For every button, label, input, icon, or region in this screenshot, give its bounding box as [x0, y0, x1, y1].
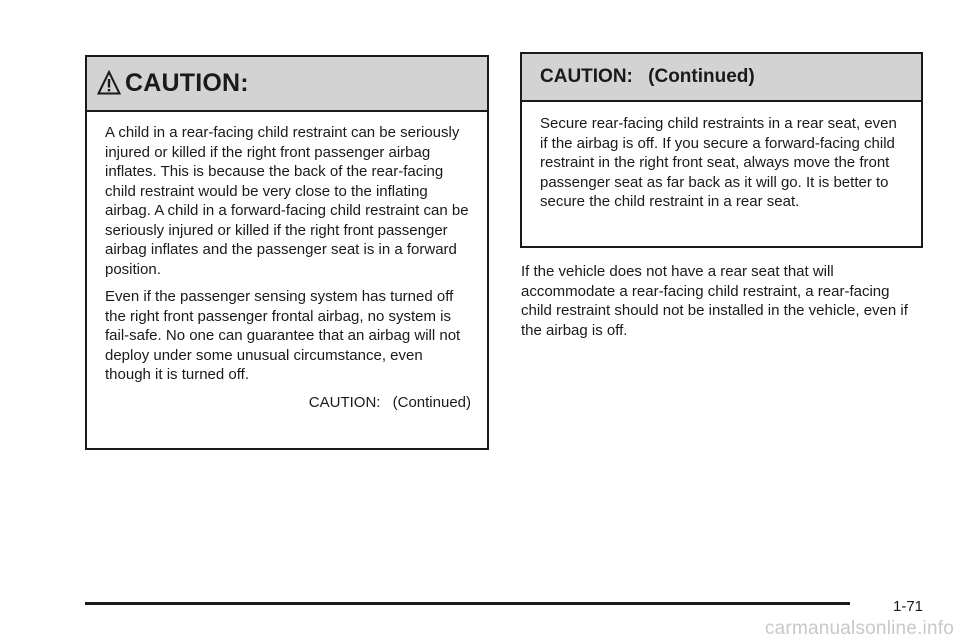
caution-paragraph: Even if the passenger sensing system has turned off the right front passenger frontal airbag, no system is fail-safe. No one can guarantee that an airbag will not deploy under some unusual circumstance, even though it is turned off. [105, 288, 461, 383]
caution-box [85, 55, 489, 450]
caution-continued-header [522, 54, 921, 102]
caution-continued-title: CAUTION: (Continued) [540, 66, 755, 87]
body-paragraph: If the vehicle does not have a rear seat that will accommodate a rear-facing child restraint, a rear-facing child restraint should not be installed in the vehicle, even if the airbag is off. [521, 263, 908, 339]
caution-paragraph: Secure rear-facing child restraints in a rear seat, even if the airbag is off. If you secure a forward-facing child restraint in the right front seat, always move the front passenger seat as far back as it will go. It is better to secure the child restraint in a rear seat. [540, 115, 897, 210]
caution-continued-body [522, 102, 921, 212]
caution-continued-box [520, 52, 923, 248]
warning-triangle-icon [97, 70, 121, 96]
caution-paragraph: A child in a rear-facing child restraint can be seriously injured or killed if the right front passenger airbag inflates. This is because the back of the rear-facing child restraint would be very close to the inflating airbag. A child in a forward-facing child restraint can be seriously injured or killed if the right front passenger airbag inflates and the passenger seat is in a forward position. [105, 124, 469, 278]
watermark: carmanualsonline.info [764, 618, 954, 639]
caution-box-body [87, 112, 487, 412]
page-number: 1-71 [893, 598, 924, 615]
footer-rule [85, 602, 850, 605]
caution-continued-note: CAUTION: (Continued) [308, 393, 471, 411]
caution-title: CAUTION: [125, 69, 249, 97]
caution-box-header [87, 57, 487, 112]
